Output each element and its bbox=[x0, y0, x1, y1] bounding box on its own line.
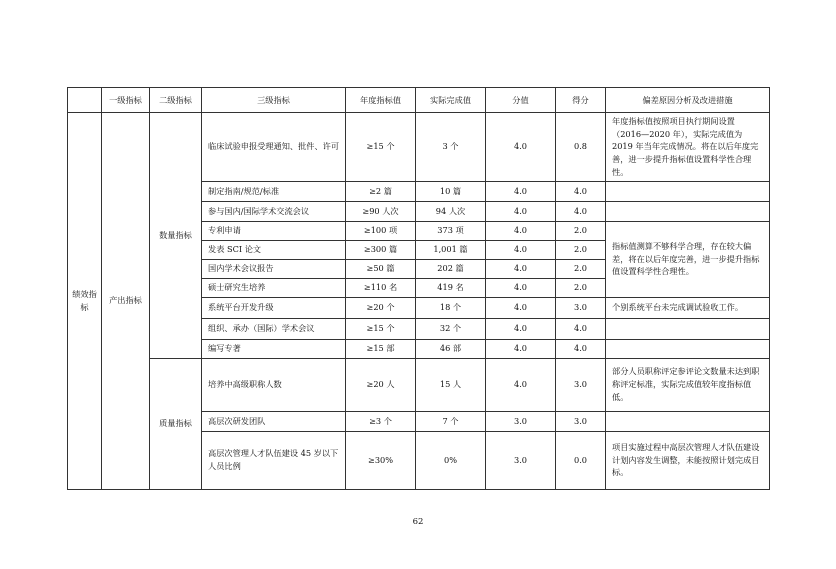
target-value: ≥15 部 bbox=[346, 339, 416, 358]
actual-value: 10 篇 bbox=[416, 181, 486, 201]
target-value: ≥2 篇 bbox=[346, 181, 416, 201]
analysis-empty bbox=[606, 411, 770, 431]
actual-value: 3 个 bbox=[416, 113, 486, 182]
got-value: 4.0 bbox=[556, 181, 606, 201]
indicator-name: 制定指南/规范/标准 bbox=[202, 181, 346, 201]
actual-value: 32 个 bbox=[416, 318, 486, 339]
actual-value: 7 个 bbox=[416, 411, 486, 431]
header-analysis: 偏差原因分析及改进措施 bbox=[606, 88, 770, 113]
table-row bbox=[68, 358, 770, 411]
target-value: ≥100 项 bbox=[346, 221, 416, 240]
score-value: 4.0 bbox=[486, 358, 556, 411]
header-level2: 二级指标 bbox=[150, 88, 202, 113]
indicator-name: 发表 SCI 论文 bbox=[202, 240, 346, 259]
table-row bbox=[68, 113, 770, 182]
score-value: 4.0 bbox=[486, 259, 556, 278]
analysis-empty bbox=[606, 201, 770, 221]
score-value: 4.0 bbox=[486, 318, 556, 339]
actual-value: 373 项 bbox=[416, 221, 486, 240]
indicator-name: 高层次管理人才队伍建设 45 岁以下人员比例 bbox=[202, 431, 346, 489]
target-value: ≥50 篇 bbox=[346, 259, 416, 278]
score-value: 3.0 bbox=[486, 411, 556, 431]
indicator-name: 硕士研究生培养 bbox=[202, 278, 346, 297]
page-number: 62 bbox=[412, 517, 424, 527]
got-value: 3.0 bbox=[556, 297, 606, 318]
indicator-name: 参与国内/国际学术交流会议 bbox=[202, 201, 346, 221]
header-actual: 实际完成值 bbox=[416, 88, 486, 113]
score-value: 4.0 bbox=[486, 278, 556, 297]
got-value: 2.0 bbox=[556, 259, 606, 278]
got-value: 4.0 bbox=[556, 318, 606, 339]
analysis-empty bbox=[606, 181, 770, 201]
score-value: 4.0 bbox=[486, 240, 556, 259]
score-value: 4.0 bbox=[486, 201, 556, 221]
got-value: 4.0 bbox=[556, 339, 606, 358]
got-value: 3.0 bbox=[556, 411, 606, 431]
target-value: ≥20 个 bbox=[346, 297, 416, 318]
target-value: ≥300 篇 bbox=[346, 240, 416, 259]
indicator-name: 临床试验申报受理通知、批件、许可 bbox=[202, 113, 346, 182]
target-value: ≥3 个 bbox=[346, 411, 416, 431]
target-value: ≥15 个 bbox=[346, 113, 416, 182]
score-value: 4.0 bbox=[486, 181, 556, 201]
score-value: 4.0 bbox=[486, 113, 556, 182]
indicator-name: 培养中高级职称人数 bbox=[202, 358, 346, 411]
header-score: 分值 bbox=[486, 88, 556, 113]
score-value: 4.0 bbox=[486, 297, 556, 318]
got-value: 3.0 bbox=[556, 358, 606, 411]
analysis-note: 项目实施过程中高层次管理人才队伍建设计划内容发生调整，未能按照计划完成目标。 bbox=[606, 431, 770, 489]
header-level1: 一级指标 bbox=[102, 88, 150, 113]
header-level3: 三级指标 bbox=[202, 88, 346, 113]
target-value: ≥110 名 bbox=[346, 278, 416, 297]
target-value: ≥30% bbox=[346, 431, 416, 489]
indicator-name: 组织、承办（国际）学术会议 bbox=[202, 318, 346, 339]
header-row bbox=[68, 88, 770, 113]
actual-value: 202 篇 bbox=[416, 259, 486, 278]
analysis-empty bbox=[606, 318, 770, 339]
header-blank bbox=[68, 88, 102, 113]
indicator-name: 专利申请 bbox=[202, 221, 346, 240]
quantity-label: 数量指标 bbox=[150, 113, 202, 359]
analysis-empty bbox=[606, 339, 770, 358]
quality-label: 质量指标 bbox=[150, 358, 202, 489]
got-value: 2.0 bbox=[556, 240, 606, 259]
score-value: 4.0 bbox=[486, 339, 556, 358]
analysis-note: 年度指标值按照项目执行期间设置（2016—2020 年），实际完成值为 2019 年当年完成情况。将在以后年度完善，进一步提升指标值设置科学性合理性。 bbox=[606, 113, 770, 182]
target-value: ≥90 人次 bbox=[346, 201, 416, 221]
got-value: 2.0 bbox=[556, 278, 606, 297]
performance-table bbox=[67, 87, 770, 490]
indicator-name: 系统平台开发升级 bbox=[202, 297, 346, 318]
actual-value: 94 人次 bbox=[416, 201, 486, 221]
indicator-name: 高层次研发团队 bbox=[202, 411, 346, 431]
analysis-note: 部分人员职称评定参评论文数量未达到职称评定标准，实际完成值较年度指标值低。 bbox=[606, 358, 770, 411]
actual-value: 15 人 bbox=[416, 358, 486, 411]
got-value: 2.0 bbox=[556, 221, 606, 240]
actual-value: 46 部 bbox=[416, 339, 486, 358]
got-value: 4.0 bbox=[556, 201, 606, 221]
target-value: ≥15 个 bbox=[346, 318, 416, 339]
indicator-name: 编写专著 bbox=[202, 339, 346, 358]
actual-value: 18 个 bbox=[416, 297, 486, 318]
target-value: ≥20 人 bbox=[346, 358, 416, 411]
header-target: 年度指标值 bbox=[346, 88, 416, 113]
got-value: 0.0 bbox=[556, 431, 606, 489]
level1-cell: 产出指标 bbox=[102, 113, 150, 490]
analysis-note: 指标值测算不够科学合理，存在较大偏差，将在以后年度完善，进一步提升指标值设置科学性合理性。 bbox=[606, 221, 770, 297]
got-value: 0.8 bbox=[556, 113, 606, 182]
header-got: 得分 bbox=[556, 88, 606, 113]
actual-value: 0% bbox=[416, 431, 486, 489]
actual-value: 419 名 bbox=[416, 278, 486, 297]
category-cell: 绩效指标 bbox=[68, 113, 102, 490]
actual-value: 1,001 篇 bbox=[416, 240, 486, 259]
analysis-note: 个别系统平台未完成调试验收工作。 bbox=[606, 297, 770, 318]
indicator-name: 国内学术会议报告 bbox=[202, 259, 346, 278]
score-value: 4.0 bbox=[486, 221, 556, 240]
score-value: 3.0 bbox=[486, 431, 556, 489]
